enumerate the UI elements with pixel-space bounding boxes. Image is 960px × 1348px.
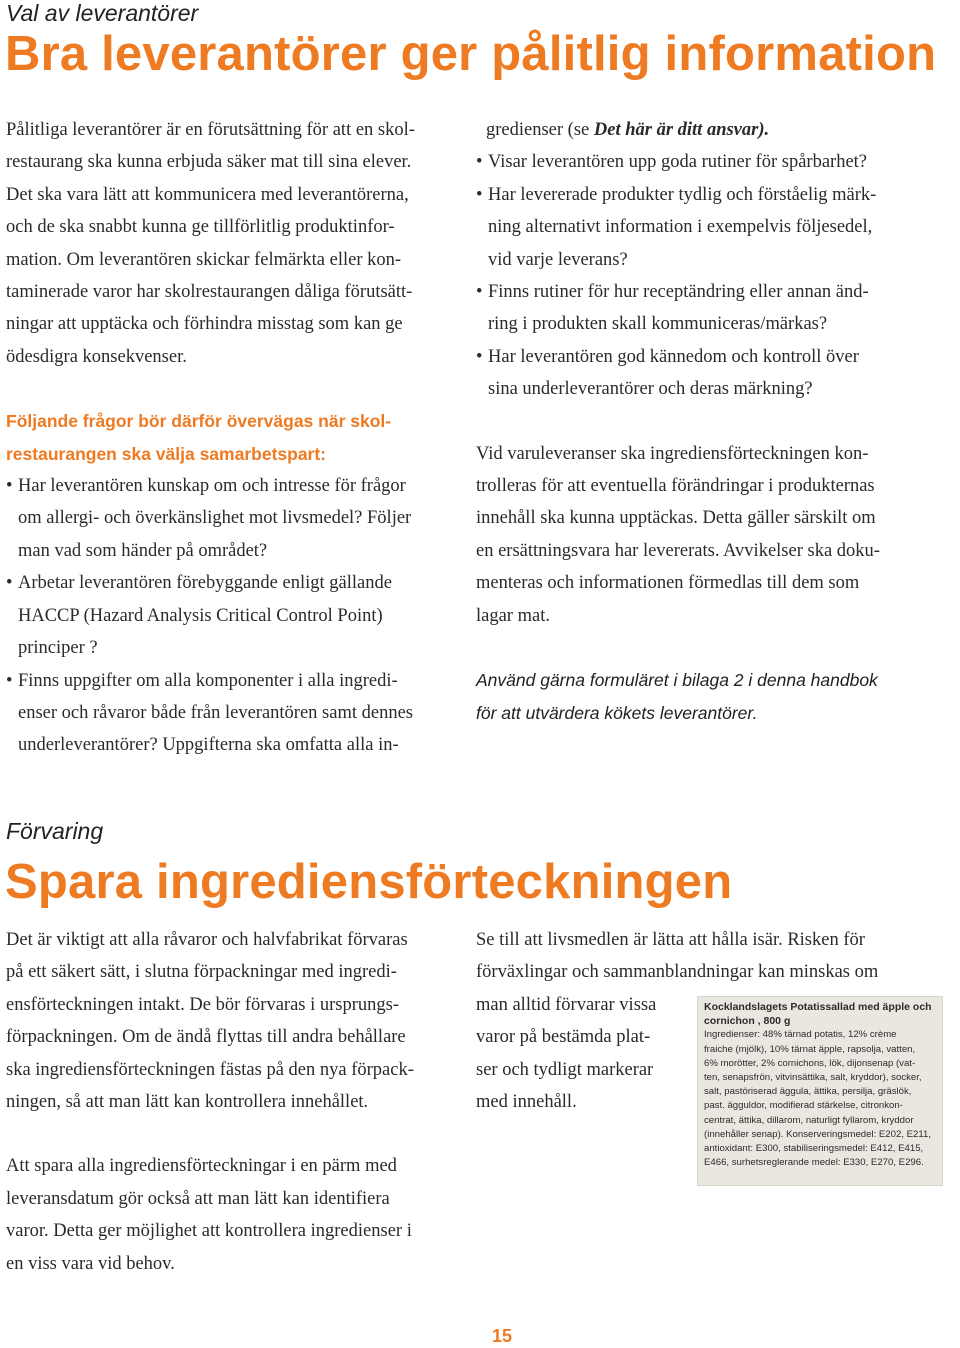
- body-line: ser och tydligt markerar: [476, 1059, 654, 1080]
- list-item: • Finns rutiner för hur receptändring eller annan änd- ring i produkten skall kommuniceras/märkas?: [476, 276, 956, 341]
- body-line: leveransdatum gör också att man lätt kan identifiera: [6, 1188, 390, 1209]
- body-line: en ersättningsvara har levererats. Avvikelser ska doku-: [476, 540, 880, 561]
- label-line: antioxidant: E300, stabiliseringsmedel: E412, E415,: [704, 1143, 924, 1155]
- questions-heading: Följande frågor bör därför övervägas när skol-: [6, 411, 392, 432]
- body-line: Att spara alla ingrediensförteckningar i en pärm med: [6, 1156, 397, 1177]
- intro-line: ödesdigra konsekvenser.: [6, 346, 187, 367]
- body-line: på ett säkert sätt, i slutna förpackningar med ingredi-: [6, 962, 397, 983]
- body-line: med innehåll.: [476, 1092, 577, 1113]
- body-line: trolleras för att eventuella förändringar i produkternas: [476, 476, 875, 497]
- intro-line: Pålitliga leverantörer är en förutsättning för att en skol-: [6, 120, 415, 140]
- label-line: 6% morötter, 2% cornichons, lök, dijonsenap (vat-: [704, 1057, 916, 1069]
- intro-line: mation. Om leverantören skickar felmärkta eller kon-: [6, 249, 402, 270]
- body-line: förväxlingar och sammanblandningar kan minskas om: [476, 962, 879, 983]
- intro-line: taminerade varor har skolrestaurangen dåliga förutsätt-: [6, 282, 413, 303]
- list-item: • Finns uppgifter om alla komponenter i alla ingredi- enser och råvaror både från leverantören samt dennes underleverantörer? Uppgifterna ska omfatta alla in-: [6, 665, 476, 762]
- section-kicker: Förvaring: [6, 818, 104, 844]
- questions-heading: restaurangen ska välja samarbetspart:: [6, 443, 327, 464]
- label-line: (innehåller senap). Konserveringsmedel: E202, E211,: [704, 1128, 932, 1140]
- label-line: Ingredienser: 48% tärnad potatis, 12% crème: [704, 1029, 897, 1041]
- body-line: lagar mat.: [476, 605, 550, 626]
- list-item: • Visar leverantören upp goda rutiner för spårbarhet?: [476, 146, 956, 178]
- left-column: [6, 924, 476, 1280]
- intro-line: och de ska snabbt kunna ge tillförlitlig produktinfor-: [6, 217, 395, 238]
- section-title: Bra leverantörer ger pålitlig information: [5, 27, 937, 81]
- body-line: förpackningen. Om de ändå flyttas till andra behållare: [6, 1027, 406, 1048]
- body-line: Se till att livsmedlen är lätta att hålla isär. Risken för: [476, 930, 865, 950]
- ingredient-label-image: [697, 996, 943, 1186]
- continued-line: gredienser (se Det här är ditt ansvar).: [486, 120, 770, 140]
- list-item: • Har leverantören god kännedom och kontroll över sina underleverantörer och deras märkning?: [476, 341, 956, 406]
- right-column: [476, 114, 956, 729]
- body-line: varor på bestämda plat-: [476, 1027, 651, 1048]
- body-line: Det är viktigt att alla råvaror och halvfabrikat förvaras: [6, 930, 408, 950]
- list-item: • Har levererade produkter tydlig och förståelig märk- ning alternativt information i exempelvis följesedel, vid varje leverans?: [476, 179, 956, 276]
- question-list-continued: [476, 146, 956, 405]
- question-list: [6, 470, 476, 762]
- body-line: Vid varuleveranser ska ingrediensförteckningen kon-: [476, 443, 869, 464]
- body-line: menteras och informationen förmedlas till dem som: [476, 573, 860, 594]
- list-item: • Har leverantören kunskap om och intresse för frågor om allergi- och överkänslighet mot livsmedel? Följer man vad som händer på området?: [6, 470, 476, 567]
- page-number: 15: [491, 1326, 513, 1346]
- label-line: cornichon , 800 g: [704, 1015, 791, 1028]
- label-line: fraiche (mjölk), 10% tärnat äpple, rapsolja, vatten,: [704, 1043, 916, 1055]
- label-line: salt, pastöriserad äggula, ättika, persilja, gräslök,: [704, 1086, 912, 1098]
- label-line: Kocklandslagets Potatissallad med äpple och: [704, 1001, 932, 1013]
- note-line: Använd gärna formuläret i bilaga 2 i denna handbok: [476, 670, 878, 691]
- label-line: ten, senapsfrön, vitvinsättika, salt, kryddor), socker,: [704, 1072, 922, 1084]
- label-line: E466, surhetsreglerande medel: E330, E270, E296.: [704, 1157, 924, 1169]
- section-title: Spara ingrediensförteckningen: [5, 855, 733, 909]
- body-line: ensförteckningen intakt. De bör förvaras i ursprungs-: [6, 994, 400, 1015]
- body-line: man alltid förvarar vissa: [476, 994, 657, 1015]
- label-line: past. ägguldor, modifierad stärkelse, citronkon-: [704, 1100, 903, 1112]
- body-line: varor. Detta ger möjlighet att kontrollera ingredienser i: [6, 1221, 412, 1242]
- body-line: en viss vara vid behov.: [6, 1253, 175, 1274]
- list-item: • Arbetar leverantören förebyggande enligt gällande HACCP (Hazard Analysis Critical Control Point) principer ?: [6, 567, 476, 664]
- label-line: centrat, ättika, dillarom, naturligt fyllarom, kryddor: [704, 1114, 914, 1126]
- body-line: ska ingrediensförteckningen fästas på den nya förpack-: [6, 1059, 414, 1080]
- cross-reference: Det här är ditt ansvar).: [593, 120, 770, 140]
- body-line: ningen, så att man lätt kan kontrollera innehållet.: [6, 1092, 369, 1113]
- section-kicker: Val av leverantörer: [6, 0, 199, 26]
- intro-line: ningar att upptäcka och förhindra misstag som kan ge: [6, 314, 403, 335]
- intro-line: restaurang ska kunna erbjuda säker mat till sina elever.: [6, 152, 412, 173]
- intro-line: Det ska vara lätt att kommunicera med leverantörerna,: [6, 184, 409, 205]
- body-line: innehåll ska kunna upptäckas. Detta gäller särskilt om: [476, 508, 876, 529]
- note-line: för att utvärdera kökets leverantörer.: [476, 702, 758, 723]
- left-column: [6, 114, 476, 762]
